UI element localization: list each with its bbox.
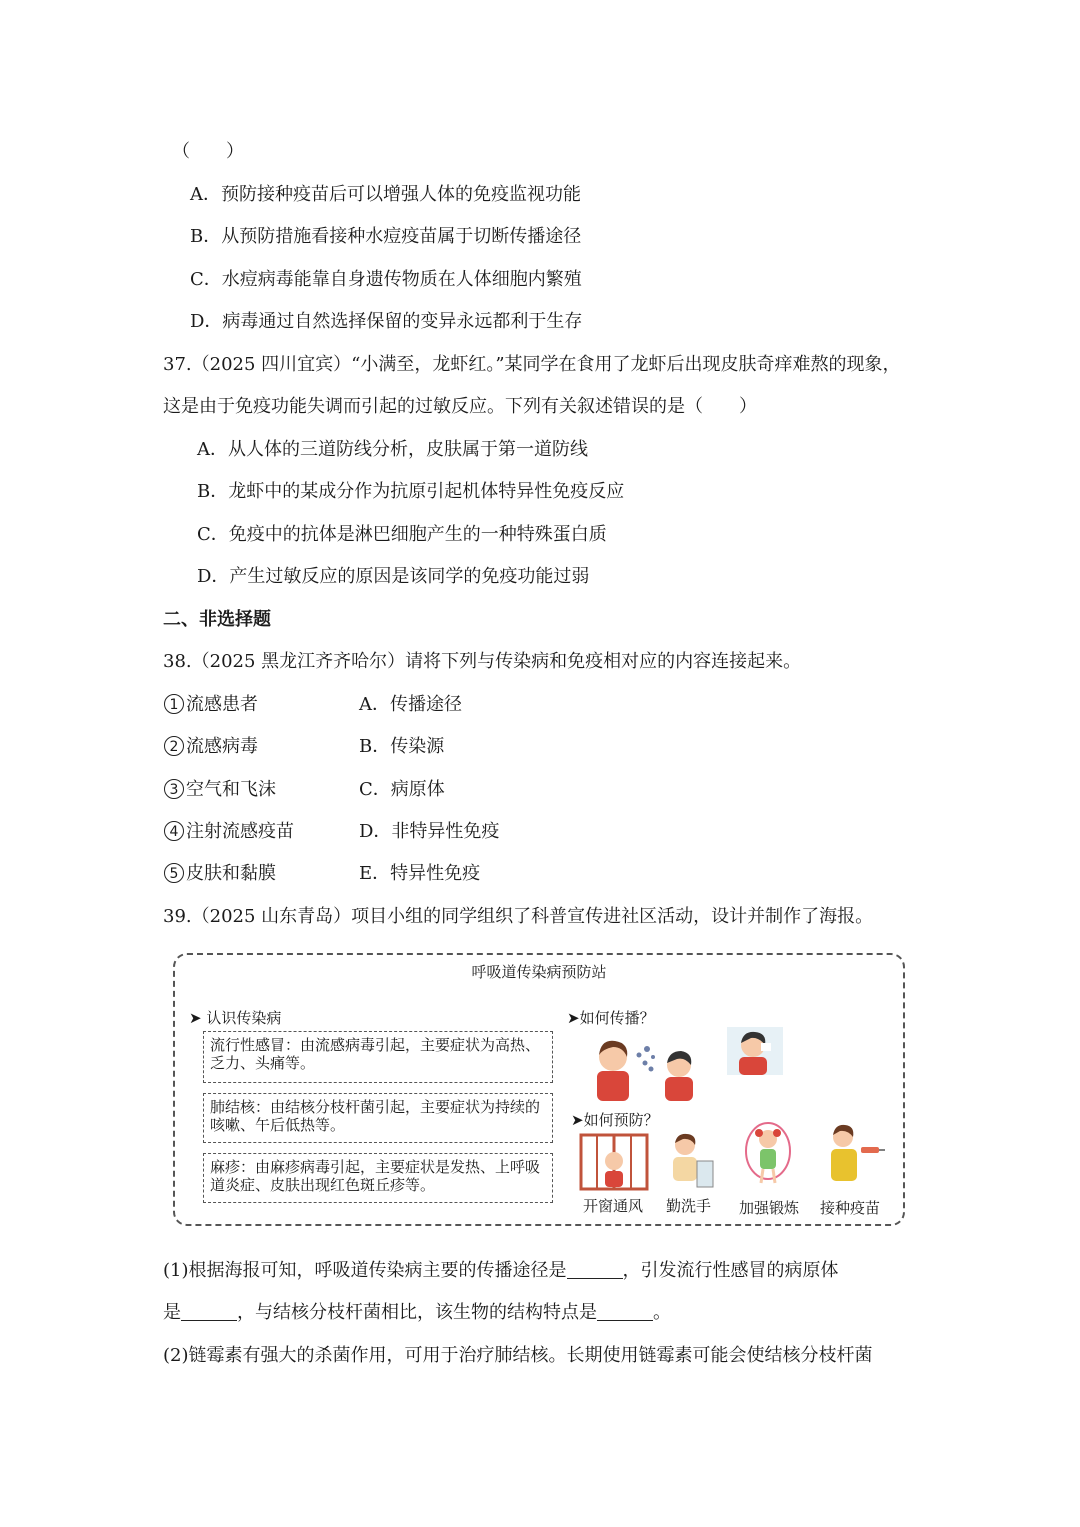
q38-left-item: 2 流感病毒	[164, 735, 258, 759]
circled-number: 1	[164, 694, 184, 714]
poster	[173, 953, 905, 1226]
answer-bracket: （ ）	[172, 141, 244, 162]
poster-title: 呼吸道传染病预防站	[471, 963, 607, 981]
answer-blank[interactable]	[181, 1302, 237, 1321]
know-heading: ➤ 认识传染病	[189, 1009, 282, 1027]
vaccine-icon	[821, 1121, 887, 1191]
arrow-icon: ➤	[567, 1009, 580, 1027]
q38-right-item: D．非特异性免疫	[359, 821, 500, 842]
measure-handwash: 勤洗手	[666, 1197, 712, 1215]
circled-number: 4	[164, 821, 184, 841]
q38-right-item: C．病原体	[359, 779, 445, 800]
measure-vaccine: 接种疫苗	[820, 1199, 881, 1217]
q38-left-item: 3 空气和飞沫	[164, 778, 276, 802]
arrow-icon: ➤	[571, 1111, 584, 1129]
q38-left-item: 5 皮肤和黏膜	[164, 862, 276, 886]
disease-card-flu: 流行性感冒：由流感病毒引起，主要症状为高热、乏力、头痛等。	[203, 1031, 553, 1083]
section-heading: 二、非选择题	[163, 609, 271, 630]
disease-card-measles: 麻疹：由麻疹病毒引起，主要症状是发热、上呼吸道炎症、皮肤出现红色斑丘疹等。	[203, 1153, 553, 1203]
q36-option-a: A．预防接种疫苗后可以增强人体的免疫监视功能	[190, 184, 581, 205]
q39-sub1-line2: 是 ，与结核分枝杆菌相比，该生物的结构特点是 。	[163, 1302, 671, 1323]
prevent-heading: ➤如何预防？	[571, 1111, 659, 1129]
q38-right-item: B．传染源	[359, 736, 445, 757]
q39-stem: 39.（2025 山东青岛）项目小组的同学组织了科普宣传进社区活动，设计并制作了海报。	[163, 906, 874, 927]
spread-heading: ➤如何传播？	[567, 1009, 655, 1027]
disease-card-tb: 肺结核：由结核分枝杆菌引起，主要症状为持续的咳嗽、午后低热等。	[203, 1093, 553, 1143]
q36-option-c: C．水痘病毒能靠自身遗传物质在人体细胞内繁殖	[190, 269, 582, 290]
q38-stem: 38.（2025 黑龙江齐齐哈尔）请将下列与传染病和免疫相对应的内容连接起来。	[163, 651, 802, 672]
q38-left-item: 4 注射流感疫苗	[164, 820, 294, 844]
q36-option-b: B．从预防措施看接种水痘疫苗属于切断传播途径	[190, 226, 582, 247]
circled-number: 3	[164, 779, 184, 799]
q36-option-d: D．病毒通过自然选择保留的变异永远都利于生存	[190, 311, 583, 332]
measure-exercise: 加强锻炼	[739, 1199, 800, 1217]
answer-blank[interactable]	[597, 1302, 653, 1321]
q37-option-d: D．产生过敏反应的原因是该同学的免疫功能过弱	[197, 566, 590, 587]
q39-sub1-line1: (1)根据海报可知，呼吸道传染病主要的传播途径是 ，引发流行性感冒的病原体	[163, 1260, 839, 1281]
cough-spread-illustration	[587, 1035, 707, 1105]
q38-right-item: E．特异性免疫	[359, 863, 481, 884]
circled-number: 5	[164, 863, 184, 883]
q37-option-a: A．从人体的三道防线分析，皮肤属于第一道防线	[197, 439, 588, 460]
answer-blank[interactable]	[567, 1260, 623, 1279]
q37-option-c: C．免疫中的抗体是淋巴细胞产生的一种特殊蛋白质	[197, 524, 607, 545]
q38-left-item: 1 流感患者	[164, 693, 258, 717]
circled-number: 2	[164, 736, 184, 756]
sneeze-illustration	[723, 1023, 785, 1079]
q37-option-b: B．龙虾中的某成分作为抗原引起机体特异性免疫反应	[197, 481, 625, 502]
q39-sub2: (2)链霉素有强大的杀菌作用，可用于治疗肺结核。长期使用链霉素可能会使结核分枝杆菌	[163, 1345, 873, 1366]
arrow-icon: ➤	[189, 1009, 207, 1027]
q37-stem-line1: 37.（2025 四川宜宾）“小满至，龙虾红。”某同学在食用了龙虾后出现皮肤奇痒难熬的现象，	[163, 354, 901, 375]
window-icon	[577, 1131, 651, 1191]
handwash-icon	[665, 1131, 715, 1191]
measure-ventilate: 开窗通风	[583, 1197, 644, 1215]
q37-stem-line2: 这是由于免疫功能失调而引起的过敏反应。下列有关叙述错误的是（ ）	[163, 396, 757, 417]
jump-rope-icon	[741, 1121, 795, 1191]
q38-right-item: A．传播途径	[359, 694, 462, 715]
